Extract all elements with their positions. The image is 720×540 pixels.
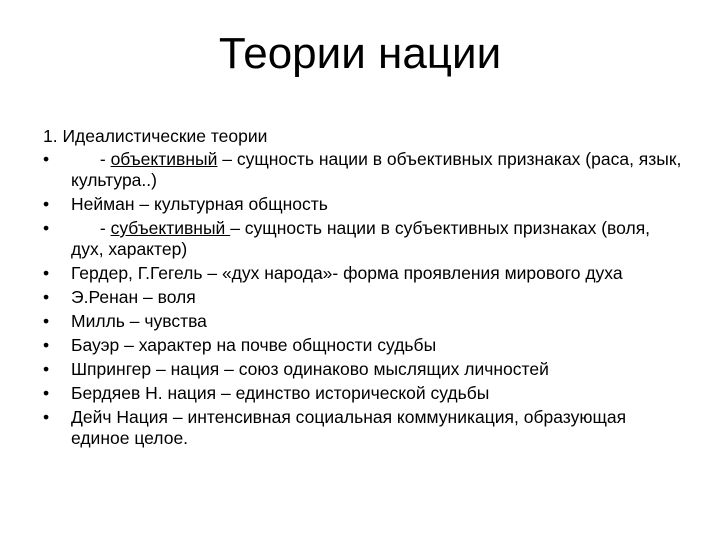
list-item — [43, 218, 683, 260]
bullet-icon: • — [43, 194, 50, 214]
list-item — [43, 263, 683, 284]
bullet-icon: • — [43, 407, 50, 427]
bullet-icon: • — [43, 218, 50, 238]
slide-title: Теории нации — [218, 29, 502, 78]
item-term: объективный — [110, 149, 218, 169]
list-item — [43, 287, 683, 308]
list-item — [43, 335, 683, 356]
bullet-icon: • — [43, 287, 50, 307]
list-item — [43, 383, 683, 404]
bullet-icon: • — [43, 383, 50, 403]
list-item — [43, 359, 683, 380]
item-text: – сущность нации в субъективных признаках (воля, дух, характер) — [71, 218, 651, 259]
item-text: – сущность нации в объективных признаках (раса, язык, культура..) — [71, 149, 682, 190]
bullet-icon: • — [43, 335, 50, 355]
item-text: Милль – чувства — [71, 311, 207, 331]
item-text: Шпрингер – нация – союз одинаково мыслящих личностей — [71, 359, 549, 379]
list-item — [43, 311, 683, 332]
list-item — [43, 194, 683, 215]
bullet-list — [43, 149, 683, 449]
item-lead: - — [95, 149, 111, 169]
item-term: субъективный — [110, 218, 231, 238]
item-text: Бердяев Н. нация – единство исторической судьбы — [71, 383, 490, 403]
item-lead: - — [95, 218, 111, 238]
item-text: Э.Ренан – воля — [71, 287, 196, 307]
bullet-icon: • — [43, 359, 50, 379]
item-text: Дейч Нация – интенсивная социальная коммуникация, образующая единое целое. — [71, 407, 627, 448]
bullet-icon: • — [43, 263, 50, 283]
bullet-icon: • — [43, 149, 50, 169]
list-item — [43, 149, 683, 191]
list-item — [43, 407, 683, 449]
bullet-icon: • — [43, 311, 50, 331]
item-text: Нейман – культурная общность — [71, 194, 328, 214]
item-text: Бауэр – характер на почве общности судьбы — [71, 335, 437, 355]
slide-content — [43, 126, 683, 452]
section-heading: 1. Идеалистические теории — [43, 126, 268, 146]
item-text: Гердер, Г.Гегель – «дух народа»- форма проявления мирового духа — [71, 263, 623, 283]
